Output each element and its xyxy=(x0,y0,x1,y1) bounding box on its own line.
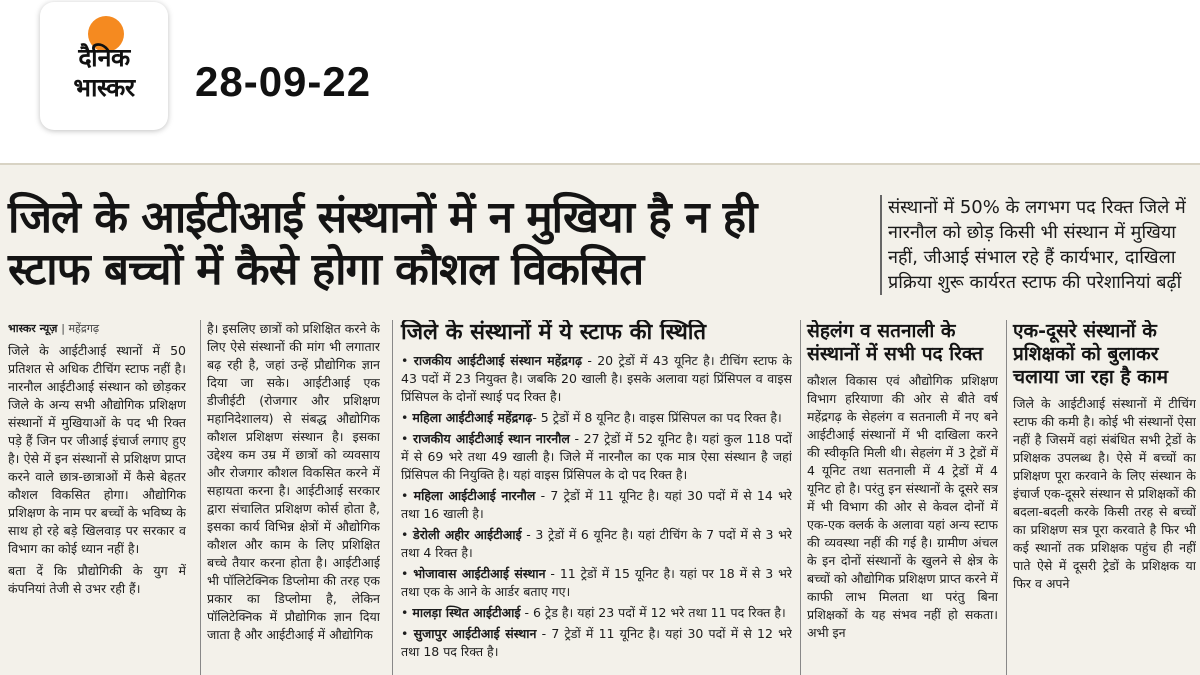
subheading: एक-दूसरे संस्थानों के प्रशिक्षकों को बुलाकर चलाया जा रहा है काम xyxy=(1013,320,1169,388)
institute-name: महिला आईटीआई महेंद्रगढ़ xyxy=(412,410,533,425)
article-headline: जिले के आईटीआई संस्थानों में न मुखिया है न ही स्टाफ बच्चों में कैसे होगा कौशल विकसित xyxy=(8,192,757,295)
byline-place: | महेंद्रगढ़ xyxy=(61,322,100,335)
byline xyxy=(8,320,186,338)
column-2 xyxy=(200,320,380,675)
staff-item: • राजकीय आईटीआई संस्थान महेंद्रगढ़ - 20 ट्रेडों में 43 यूनिट है। टीचिंग स्टाफ के 43 पदों में 23 नियुक्त है। जबकि 20 खाली है। इसके अलावा यहां प्रिंसिपल व वाइस प्रिंसिपल के दोनों स्थाई पद रिक्त है। xyxy=(401,353,792,404)
institute-name: महिला आईटीआई नारनौल xyxy=(413,488,536,503)
column-4 xyxy=(800,320,998,675)
newspaper-clipping xyxy=(0,163,1200,675)
institute-name: राजकीय आईटीआई स्थान नारनौल xyxy=(413,431,570,446)
institute-name: डेरोली अहीर आईटीआई xyxy=(413,527,522,542)
article-kicker: संस्थानों में 50% के लगभग पद रिक्त जिले में नारनौल को छोड़ किसी भी संस्थान में मुखिया नहीं, जीआई संभाल रहे हैं कार्यभार, दाखिला प्रक्रिया शुरू कार्यरत स्टाफ की परेशानियां बढ़ीं xyxy=(880,195,1195,295)
staff-item: • भोजावास आईटीआई संस्थान - 11 ट्रेडों में 15 यूनिट है। यहां पर 18 में से 3 भरे तथा एक के आने के आर्डर बताए गए। xyxy=(401,566,792,599)
institute-details: - 20 ट्रेडों में 43 यूनिट है। टीचिंग स्टाफ के 43 पदों में 23 नियुक्त है। जबकि 20 खाली है। इसके अलावा यहां प्रिंसिपल व वाइस प्रिंसिपल के दोनों स्थाई पद रिक्त है। xyxy=(401,353,792,404)
staff-item: • महिला आईटीआई महेंद्रगढ़- 5 ट्रेडों में 8 यूनिट है। वाइस प्रिंसिपल का पद रिक्त है। xyxy=(401,410,782,425)
institute-details: - 27 ट्रेडों में 52 यूनिट है। यहां कुल 118 पदों में से 69 भरे तथा 49 खाली है। जिले में नारनौल का एक मात्र ऐसा संस्थान है जहां प्रिंसिपल की नियुक्ति है। यहां वाइस प्रिंसिपल के दो पद रिक्त है। xyxy=(401,431,792,482)
staff-item: • महिला आईटीआई नारनौल - 7 ट्रेडों में 11 यूनिट है। यहां 30 पदों में से 14 भरे तथा 16 खाली है। xyxy=(401,488,792,521)
paragraph: जिले के आईटीआई संस्थानों में टीचिंग स्टाफ की कमी है। कोई भी संस्थानों ऐसा नहीं है जिसमें वहां संबंधित सभी ट्रेडों के प्रशिक्षक उपलब्ध है। ऐसे में बच्चों का प्रशिक्षण पूरा करवाने के लिए संस्थान के इंचार्ज एक-दूसरे संस्थान से प्रशिक्षकों की बदला-बदली करके किसी तरह से बच्चों का प्रशिक्षण सत्र पूरा करवाते है फिर भी कई स्थानों तक प्रशिक्षक पहुंच ही नहीं पाते ऐसे में दूसरी ट्रेडों के प्रशिक्षक या फिर व अपने xyxy=(1013,396,1196,591)
staff-item: • डेरोली अहीर आईटीआई - 3 ट्रेडों में 6 यूनिट है। यहां टीचिंग के 7 पदों में से 3 भरे तथा 4 रिक्त है। xyxy=(401,527,792,560)
staff-item: • सुजापुर आईटीआई संस्थान - 7 ट्रेडों में 11 यूनिट है। यहां 30 पदों में से 12 भरे तथा 18 पद रिक्त है। xyxy=(401,626,792,659)
staff-status-title: जिले के संस्थानों में ये स्टाफ की स्थिति xyxy=(401,320,707,345)
paragraph: बता दें कि प्रौद्योगिकी के युग में कंपनियां तेजी से उभर रही हैं। xyxy=(8,563,186,596)
byline-source: भास्कर न्यूज़ xyxy=(8,322,58,335)
paragraph: कौशल विकास एवं औद्योगिक प्रशिक्षण विभाग हरियाणा की ओर से बीते वर्ष महेंद्रगढ़ के सेहलंग व सतनाली में नए बने आईटीआई संस्थानों में भी दाखिला करने की स्वीकृति मिली थी। सेहलंग में 3 ट्रेडों में 4 यूनिट तथा सतनाली में 4 ट्रेडों में 4 यूनिट हो है। परंतु इन संस्थानों के दूसरे सत्र में भी विभाग की ओर से केवल दोनों में एक-एक क्लर्क के अलावा यहां अन्य स्टाफ की व्यवस्था नहीं की गई है। ग्रामीण अंचल के इन दोनों संस्थानों के खुलने से क्षेत्र के बच्चों को औद्योगिक प्रशिक्षण प्राप्त करने में काफी लाभ मिलता था परंतु बिना प्रशिक्षकों के यह संभव नहीं हो सकता। अभी इन xyxy=(807,373,998,640)
dainik-bhaskar-logo xyxy=(40,2,168,130)
institute-name: भोजावास आईटीआई संस्थान xyxy=(413,566,546,581)
article-columns xyxy=(8,320,1196,675)
staff-item: • राजकीय आईटीआई स्थान नारनौल - 27 ट्रेडों में 52 यूनिट है। यहां कुल 118 पदों में से 69 भरे तथा 49 खाली है। जिले में नारनौल का एक मात्र ऐसा संस्थान है जहां प्रिंसिपल की नियुक्ति है। यहां वाइस प्रिंसिपल के दो पद रिक्त है। xyxy=(401,431,792,482)
institute-details: - 11 ट्रेडों में 15 यूनिट है। यहां पर 18 में से 3 भरे तथा एक के आने के आर्डर बताए गए। xyxy=(401,566,792,599)
institute-details: - 7 ट्रेडों में 11 यूनिट है। यहां 30 पदों में से 14 भरे तथा 16 खाली है। xyxy=(401,488,792,521)
column-3-staff-status xyxy=(392,320,792,675)
institute-details: - 7 ट्रेडों में 11 यूनिट है। यहां 30 पदों में से 12 भरे तथा 18 पद रिक्त है। xyxy=(401,626,792,659)
logo-text-line1: दैनिक xyxy=(78,43,130,72)
institute-details: - 6 ट्रेड है। यहां 23 पदों में 12 भरे तथा 11 पद रिक्त है। xyxy=(520,605,786,620)
institute-name: सुजापुर आईटीआई संस्थान xyxy=(413,626,537,641)
institute-details: - 3 ट्रेडों में 6 यूनिट है। यहां टीचिंग के 7 पदों में से 3 भरे तथा 4 रिक्त है। xyxy=(401,527,792,560)
institute-name: मालड़ा स्थित आईटीआई xyxy=(412,605,521,620)
staff-item: • मालड़ा स्थित आईटीआई - 6 ट्रेड है। यहां 23 पदों में 12 भरे तथा 11 पद रिक्त है। xyxy=(401,605,786,620)
column-5 xyxy=(1006,320,1196,675)
logo-text-line2: भास्कर xyxy=(73,73,135,102)
paragraph: जिले के आईटीआई स्थानों में 50 प्रतिशत से अधिक टीचिंग स्टाफ नहीं है। नारनौल आईटीआई संस्थान को छोड़कर जिले के अन्य सभी औद्योगिक प्रशिक्षण संस्थानों में मुखियाओं के पद भी रिक्त पड़े हैं जिन पर जीआई इंचार्ज लगाए हुए है। ऐसे में इन संस्थानों से प्रशिक्षण प्राप्त करने वाले छात्र-छात्राओं में कैसे बेहतर कौशल विकसित होगा। औद्योगिक प्रशिक्षण के नाम पर बच्चों के भविष्य के साथ हो रहे बड़े खिलवाड़ पर सरकार व विभाग का कोई ध्यान नहीं है। xyxy=(8,343,186,556)
institute-details: - 5 ट्रेडों में 8 यूनिट है। वाइस प्रिंसिपल का पद रिक्त है। xyxy=(532,410,782,425)
paragraph: है। इसलिए छात्रों को प्रशिक्षित करने के लिए ऐसे संस्थानों की मांग भी लगातार बढ़ रही है, जहां उन्हें प्रौद्योगिक ज्ञान दिया जा सके। आईटीआई एक डीजीईटी (रोजगार और प्रशिक्षण महानिदेशालय) से संबद्ध औद्योगिक कौशल प्रशिक्षण संस्थान है। इसका उद्देश्य कम उम्र में छात्रों को व्यवसाय और रोजगार कौशल विकसित करने में सहायता करना है। आईटीआई सरकार द्वारा संचालित प्रशिक्षण कोर्स होता है, इसका कार्य विभिन्न क्षेत्रों में औद्योगिक कौशल और काम के लिए प्रशिक्षित बच्चे तैयार करना होता है। आईटीआई भी पॉलिटेक्निक डिप्लोमा की तरह एक प्रकार का डिप्लोमा है, लेकिन पॉलिटेक्निक में प्रौद्योगिक ज्ञान दिया जाता है और आईटीआई में औद्योगिक xyxy=(207,321,380,642)
column-1 xyxy=(8,320,186,675)
publication-date: 28-09-22 xyxy=(195,58,372,105)
institute-name: राजकीय आईटीआई संस्थान महेंद्रगढ़ xyxy=(413,353,583,368)
staff-list xyxy=(401,352,792,661)
subheading: सेहलंग व सतनाली के संस्थानों में सभी पद रिक्त xyxy=(807,320,983,365)
